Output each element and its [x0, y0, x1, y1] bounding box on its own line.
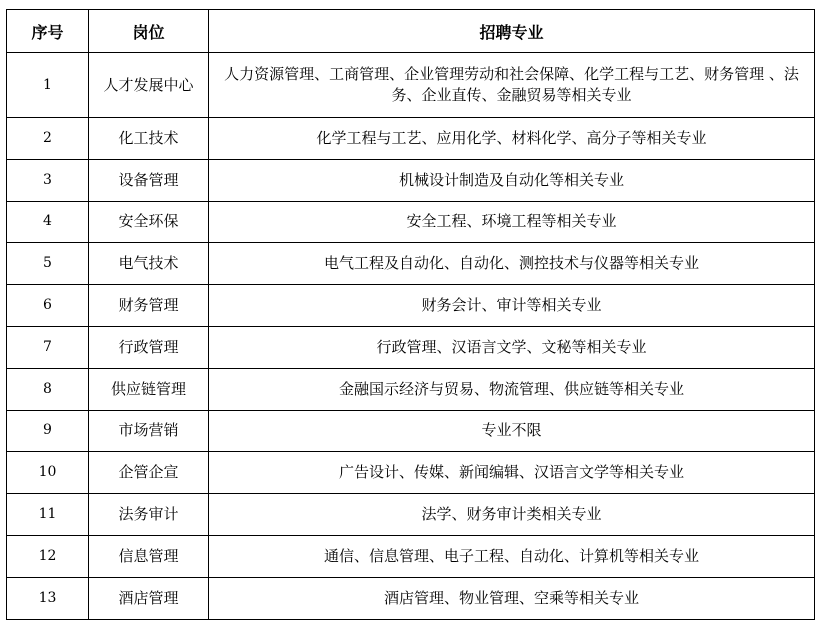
recruitment-table — [6, 9, 815, 620]
row-position: 酒店管理 — [89, 577, 209, 619]
row-position: 安全环保 — [89, 201, 209, 243]
table-row — [7, 53, 815, 118]
row-majors: 人力资源管理、工商管理、企业管理劳动和社会保障、化学工程与工艺、财务管理 、法务、企业直传、金融贸易等相关专业 — [209, 53, 815, 118]
row-seq: 12 — [7, 535, 89, 577]
table-row — [7, 368, 815, 410]
row-majors: 电气工程及自动化、自动化、测控技术与仪器等相关专业 — [209, 243, 815, 285]
row-seq: 6 — [7, 285, 89, 327]
row-seq: 8 — [7, 368, 89, 410]
row-majors: 法学、财务审计类相关专业 — [209, 494, 815, 536]
row-seq: 7 — [7, 326, 89, 368]
row-position: 企管企宣 — [89, 452, 209, 494]
row-majors: 金融国示经济与贸易、物流管理、供应链等相关专业 — [209, 368, 815, 410]
table-row — [7, 577, 815, 619]
table-row — [7, 285, 815, 327]
row-seq: 11 — [7, 494, 89, 536]
row-seq: 5 — [7, 243, 89, 285]
row-seq: 10 — [7, 452, 89, 494]
table-row — [7, 118, 815, 160]
header-majors: 招聘专业 — [209, 10, 815, 53]
row-seq: 2 — [7, 118, 89, 160]
row-position: 行政管理 — [89, 326, 209, 368]
recruitment-table-container — [6, 9, 815, 620]
row-position: 财务管理 — [89, 285, 209, 327]
table-row — [7, 326, 815, 368]
row-majors: 广告设计、传媒、新闻编辑、汉语言文学等相关专业 — [209, 452, 815, 494]
table-row — [7, 494, 815, 536]
table-row — [7, 201, 815, 243]
row-position: 人才发展中心 — [89, 53, 209, 118]
row-seq: 4 — [7, 201, 89, 243]
row-position: 信息管理 — [89, 535, 209, 577]
table-row — [7, 159, 815, 201]
row-majors: 酒店管理、物业管理、空乘等相关专业 — [209, 577, 815, 619]
row-position: 市场营销 — [89, 410, 209, 452]
row-seq: 13 — [7, 577, 89, 619]
row-seq: 1 — [7, 53, 89, 118]
row-majors: 行政管理、汉语言文学、文秘等相关专业 — [209, 326, 815, 368]
row-majors: 通信、信息管理、电子工程、自动化、计算机等相关专业 — [209, 535, 815, 577]
row-majors: 专业不限 — [209, 410, 815, 452]
row-seq: 3 — [7, 159, 89, 201]
row-majors: 化学工程与工艺、应用化学、材料化学、高分子等相关专业 — [209, 118, 815, 160]
table-row — [7, 243, 815, 285]
table-row — [7, 452, 815, 494]
row-position: 供应链管理 — [89, 368, 209, 410]
row-position: 化工技术 — [89, 118, 209, 160]
header-row — [7, 10, 815, 53]
table-row — [7, 410, 815, 452]
row-position: 法务审计 — [89, 494, 209, 536]
row-majors: 机械设计制造及自动化等相关专业 — [209, 159, 815, 201]
row-majors: 财务会计、审计等相关专业 — [209, 285, 815, 327]
header-position: 岗位 — [89, 10, 209, 53]
row-seq: 9 — [7, 410, 89, 452]
table-row — [7, 535, 815, 577]
row-position: 电气技术 — [89, 243, 209, 285]
header-seq: 序号 — [7, 10, 89, 53]
row-position: 设备管理 — [89, 159, 209, 201]
row-majors: 安全工程、环境工程等相关专业 — [209, 201, 815, 243]
